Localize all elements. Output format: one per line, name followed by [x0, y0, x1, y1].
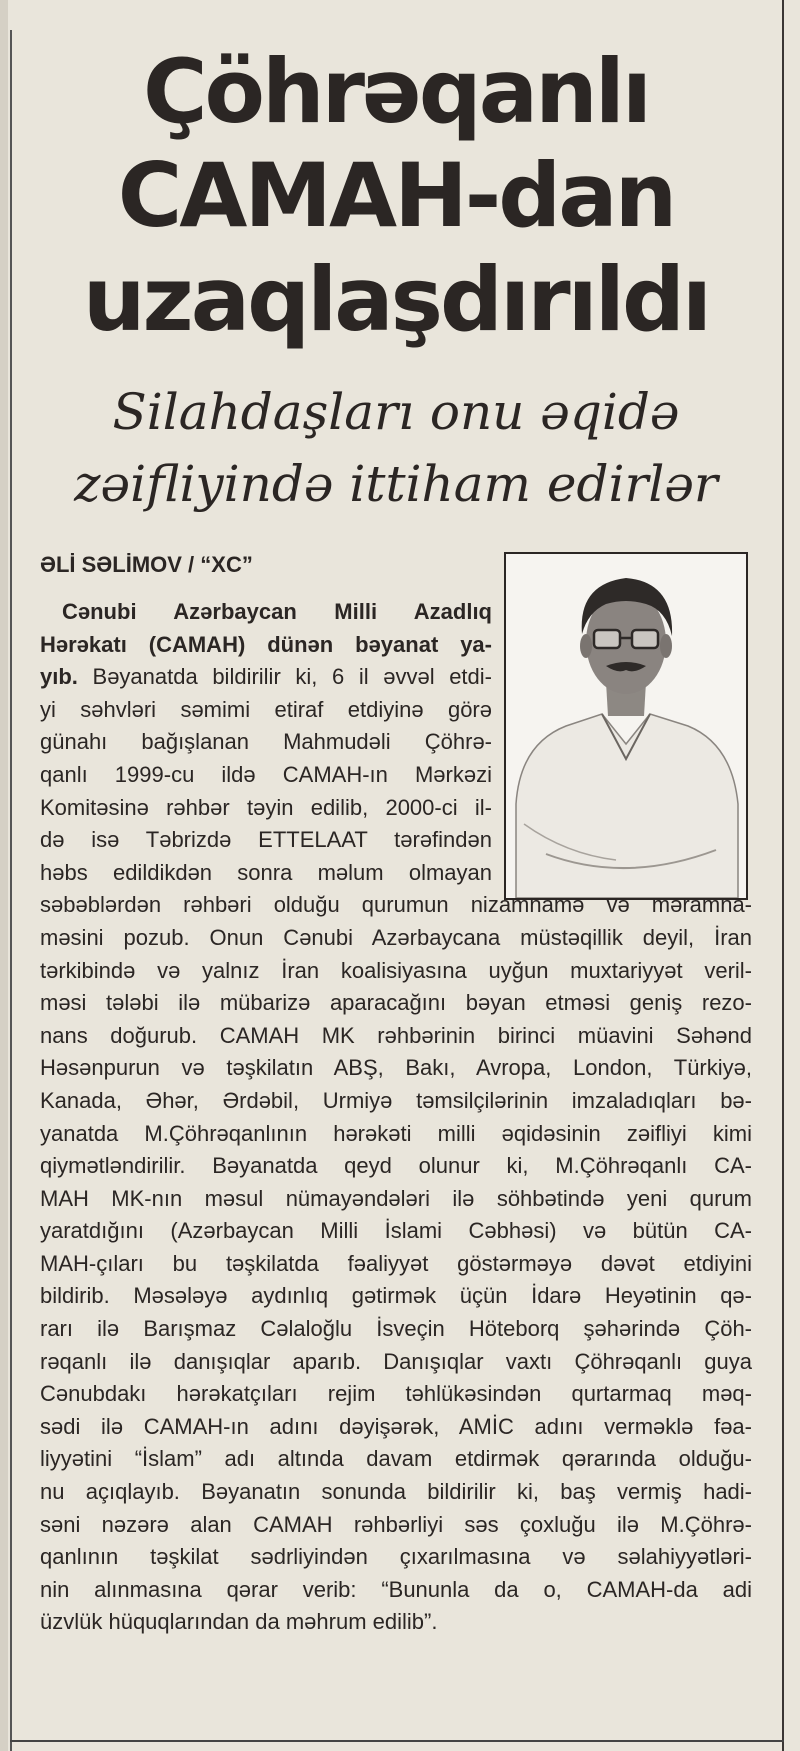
body-line: [40, 1476, 752, 1509]
right-column-rule: [782, 0, 784, 1751]
body-line-text: qanlının təşkilat sədrliyindən çıxarılmasına və səlahiyyətləri-: [40, 1544, 752, 1570]
body-line-text: bildirib. Məsələyə aydınlıq gətirmək üçün İdarə Heyətinin qə-: [40, 1283, 752, 1309]
body-line: [40, 922, 752, 955]
left-column-rule: [10, 30, 12, 1751]
body-line-text: Cənubi Azərbaycan Milli Azadlıq: [62, 599, 492, 624]
subheadline: [40, 376, 752, 520]
body-line-text: yaratdığını (Azərbaycan Milli İslami Cəbhəsi) və bütün CA-: [40, 1218, 752, 1244]
body-line: [40, 857, 492, 890]
headline-line-1: Çöhrəqanlı: [142, 40, 650, 143]
body-line-text: rəqanlı ilə danışıqlar aparıb. Danışıqlar vaxtı Çöhrəqanlı guya: [40, 1348, 752, 1374]
headline-line-3: uzaqlaşdırıldı: [82, 248, 710, 351]
body-line: [40, 1574, 752, 1607]
body-line: [40, 629, 492, 662]
body-line: [40, 1411, 752, 1444]
body-line: [40, 955, 752, 988]
body-line-text: Kanada, Əhər, Ərdəbil, Urmiyə təmsilçilərinin imzaladıqları bə-: [40, 1087, 752, 1113]
body-line-text: nu açıqlayıb. Bəyanatın sonunda bildirilir ki, baş vermiş hadi-: [40, 1479, 752, 1505]
subheadline-line-2: zəifliyində ittiham edirlər: [74, 455, 718, 513]
body-line-text: rarı ilə Barışmaz Cəlaloğlu İsveçin Höteborq şəhərində Çöh-: [40, 1316, 752, 1342]
body-line-text: günahı bağışlanan Mahmudəli Çöhrə-: [40, 729, 492, 755]
body-line: [40, 1280, 752, 1313]
bottom-rule: [10, 1740, 784, 1742]
body-line: [40, 1248, 752, 1281]
scan-edge: [0, 0, 8, 1751]
body-line: [40, 1085, 752, 1118]
body-line-text: sədi ilə CAMAH-ın adını dəyişərək, AMİC adını verməklə fəa-: [40, 1413, 752, 1439]
body-line-text: MAH-çıları bu təşkilatda fəaliyyət göstərməyə dəvət etdiyini: [40, 1250, 752, 1276]
body-line: [40, 694, 492, 727]
body-line-text: yi səhvləri səmimi etiraf etdiyinə görə: [40, 696, 492, 722]
body-line-text: Cənubdakı hərəkatçıları rejim təhlükəsindən qurtarmaq məq-: [40, 1381, 752, 1407]
body-line: [40, 661, 492, 694]
body-line: [40, 596, 492, 629]
subheadline-line-1: Silahdaşları onu əqidə: [112, 383, 680, 441]
headline-line-2: CAMAH-dan: [117, 144, 675, 247]
body-line-text: Həsənpurun və təşkilatın ABŞ, Bakı, Avropa, London, Türkiyə,: [40, 1055, 752, 1081]
body-line: [40, 1606, 752, 1639]
body-line-text: Hərəkatı (CAMAH) dünən bəyanat ya-: [40, 631, 492, 657]
body-line: [40, 759, 492, 792]
body-line-lead: yıb.: [40, 664, 78, 690]
body-line: [40, 1052, 752, 1085]
body-line: [40, 792, 492, 825]
body-line-text: MAH MK-nın məsul nümayəndələri ilə söhbətində yeni qurum: [40, 1185, 752, 1211]
headline: [36, 40, 756, 352]
body-line: [40, 1313, 752, 1346]
body-line: [40, 1215, 752, 1248]
body-line: [40, 1509, 752, 1542]
body-line-text: üzvlük hüquqlarından da məhrum edilib”.: [40, 1609, 438, 1635]
body-line: [40, 1541, 752, 1574]
body-line: [40, 1020, 752, 1053]
body-line: [40, 1183, 752, 1216]
body-line: [40, 889, 752, 922]
body-line-text: nin alınmasına qərar verib: “Bununla da o, CAMAH-da adi: [40, 1576, 752, 1602]
body-line-text: də isə Təbrizdə ETTELAAT tərəfindən: [40, 827, 492, 853]
body-line-text: liyyətini “İslam” adı altında davam etdirmək qərarında olduğu-: [40, 1446, 752, 1472]
body-line-text: tərkibində və yalnız İran koalisiyasına uyğun muxtariyyət veril-: [40, 957, 752, 983]
body-line-text: qiymətləndirilir. Bəyanatda qeyd olunur ki, M.Çöhrəqanlı CA-: [40, 1153, 752, 1179]
body-line: [40, 1118, 752, 1151]
body-line: [40, 1443, 752, 1476]
body-line-text: məsini pozub. Onun Cənubi Azərbaycana müstəqillik deyil, İran: [40, 924, 752, 950]
body-line: [40, 726, 492, 759]
body-line-text: yanatda M.Çöhrəqanlının hərəkəti milli əqidəsinin zəifliyi kimi: [40, 1120, 752, 1146]
body-line-text: səbəblərdən rəhbəri olduğu qurumun nizamnamə və məramna-: [40, 892, 752, 918]
body-line: [40, 987, 752, 1020]
body-line-text: Komitəsinə rəhbər təyin edilib, 2000-ci il-: [40, 794, 492, 820]
body-line-text: Bəyanatda bildirilir ki, 6 il əvvəl etdi-: [77, 664, 492, 690]
article-body: [40, 596, 752, 1639]
body-line: [40, 1346, 752, 1379]
body-line: [40, 824, 492, 857]
body-line: [40, 1150, 752, 1183]
body-line: [40, 1378, 752, 1411]
body-line-text: qanlı 1999-cu ildə CAMAH-ın Mərkəzi: [40, 761, 492, 787]
body-line-text: məsi tələbi ilə mübarizə aparacağını bəyan etməsi geniş rezo-: [40, 990, 752, 1016]
body-line-text: həbs edildikdən sonra məlum olmayan: [40, 859, 492, 885]
byline: ƏLİ SƏLİMOV / “XC”: [40, 552, 253, 577]
body-line-text: səni nəzərə alan CAMAH rəhbərliyi səs çoxluğu ilə M.Çöhrə-: [40, 1511, 752, 1537]
body-line-text: nans doğurub. CAMAH MK rəhbərinin birinci müavini Səhənd: [40, 1022, 752, 1048]
